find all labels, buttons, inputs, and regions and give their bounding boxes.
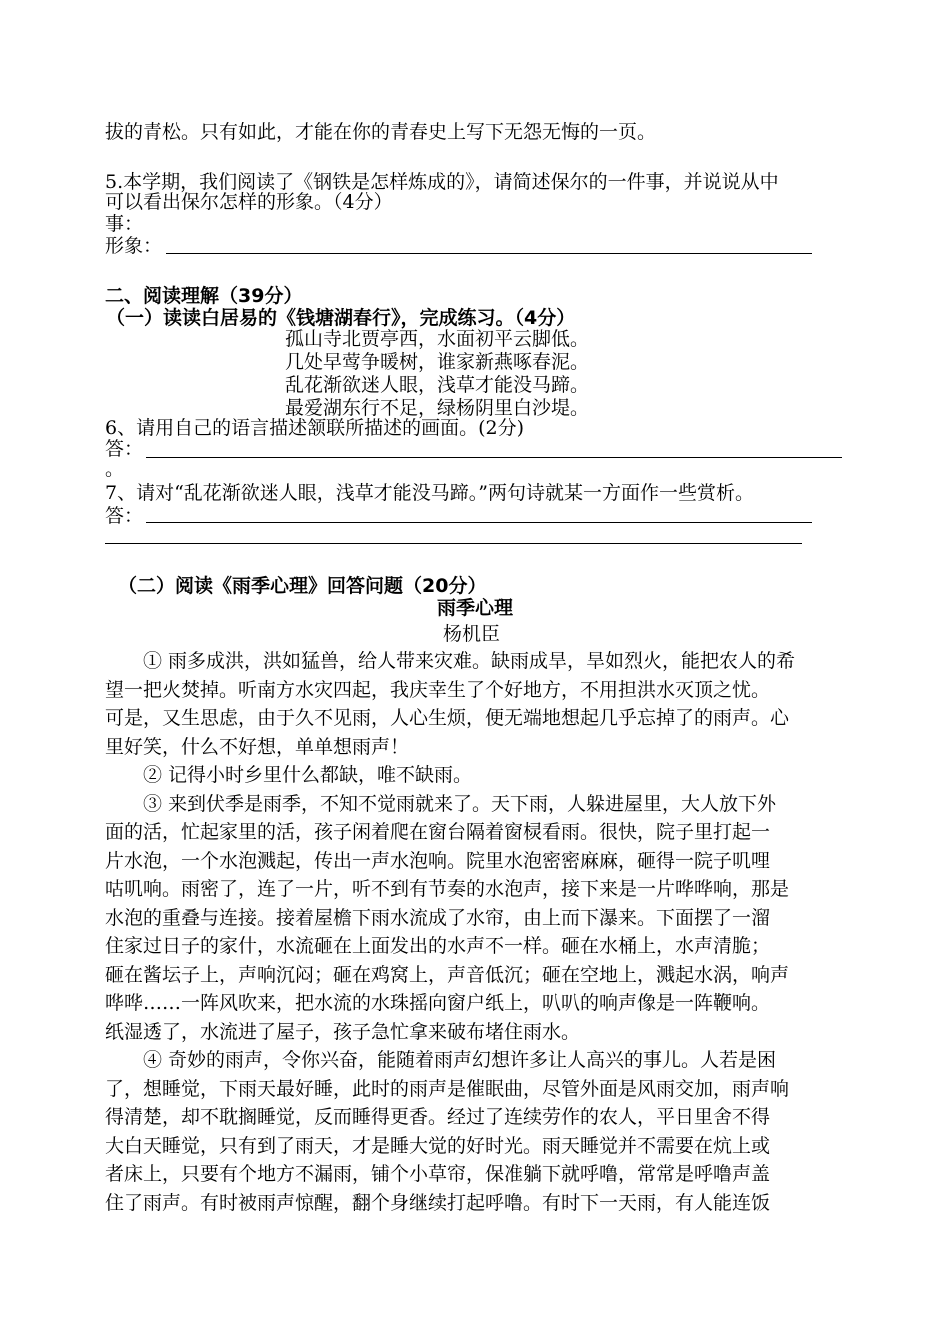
answer-label: 答： [105, 505, 144, 527]
article-line: 里好笑，什么不好想，单单想雨声！ [105, 736, 410, 758]
poem-line: 乱花渐欲迷人眼，浅草才能没马蹄。 [285, 374, 590, 396]
question-7: 7、请对“乱花渐欲迷人眼，浅草才能没马蹄。”两句诗就某一方面作一些赏析。 [105, 482, 755, 504]
article-line: 住了雨声。有时被雨声惊醒，翻个身继续打起呼噜。有时下一天雨，有人能连饭 [105, 1192, 771, 1214]
q6-answer-line[interactable] [146, 457, 842, 458]
event-label: 事： [105, 213, 144, 235]
poem-line: 最爱湖东行不足，绿杨阴里白沙堤。 [285, 397, 590, 419]
q7-answer-line-1[interactable] [146, 522, 812, 523]
image-label: 形象： [105, 235, 163, 257]
question-5-line-2: 可以看出保尔怎样的形象。（4分） [105, 191, 393, 213]
article-line: 望一把火焚掉。听南方水灾四起，我庆幸生了个好地方，不用担洪水灭顶之忧。 [105, 679, 771, 701]
poem-line: 孤山寺北贾亭西，水面初平云脚低。 [285, 328, 590, 350]
section-2-title: 二、阅读理解（39分） [105, 285, 303, 307]
article-line: 住家过日子的家什，水流砸在上面发出的水声不一样。砸在水桶上，水声清脆； [105, 935, 771, 957]
article-line: ④ 奇妙的雨声，令你兴奋，能随着雨声幻想许多让人高兴的事儿。人若是困 [143, 1049, 777, 1071]
question-6: 6、请用自己的语言描述颔联所描述的画面。(2分) [105, 417, 525, 439]
article-line: 水泡的重叠与连接。接着屋檐下雨水流成了水帘，由上而下瀑来。下面摆了一溜 [105, 907, 771, 929]
poem-line: 几处早莺争暖树，谁家新燕啄春泥。 [285, 351, 590, 373]
article-line: 砸在酱坛子上，声响沉闷；砸在鸡窝上，声音低沉；砸在空地上，溅起水涡，响声 [105, 964, 790, 986]
article-line: 了，想睡觉，下雨天最好睡，此时的雨声是催眠曲，尽管外面是风雨交加，雨声响 [105, 1078, 790, 1100]
article-line: 可是，又生思虑，由于久不见雨，人心生烦，便无端地想起几乎忘掉了的雨声。心 [105, 707, 790, 729]
part-2-title: （二）阅读《雨季心理》回答问题（20分） [118, 575, 487, 597]
period-mark: 。 [105, 458, 125, 480]
continuation-line: 拔的青松。只有如此，才能在你的青春史上写下无怨无悔的一页。 [105, 121, 657, 143]
article-line: 咕叽响。雨密了，连了一片，听不到有节奏的水泡声，接下来是一片哗哗响，那是 [105, 878, 790, 900]
article-line: 大白天睡觉，只有到了雨天，才是睡大觉的好时光。雨天睡觉并不需要在炕上或 [105, 1135, 771, 1157]
article-line: 纸湿透了，水流进了屋子，孩子急忙拿来破布堵住雨水。 [105, 1021, 581, 1043]
article-author: 杨机臣 [443, 623, 501, 645]
article-line: ② 记得小时乡里什么都缺，唯不缺雨。 [143, 764, 473, 786]
article-title: 雨季心理 [436, 597, 513, 619]
image-answer-line[interactable] [166, 253, 812, 254]
article-line: 面的活，忙起家里的活，孩子闲着爬在窗台隔着窗棂看雨。很快，院子里打起一 [105, 821, 771, 843]
article-line: 哗哗……一阵风吹来，把水流的水珠摇向窗户纸上，叭叭的响声像是一阵鞭响。 [105, 992, 771, 1014]
article-line: 得清楚，却不耽搁睡觉，反而睡得更香。经过了连续劳作的农人，平日里舍不得 [105, 1106, 771, 1128]
q7-answer-line-2[interactable] [105, 543, 802, 544]
article-line: ③ 来到伏季是雨季，不知不觉雨就来了。天下雨，人躲进屋里，大人放下外 [143, 793, 777, 815]
article-line: 片水泡，一个水泡溅起，传出一声水泡响。院里水泡密密麻麻，砸得一院子叽哩 [105, 850, 771, 872]
question-5-line-1: 5.本学期，我们阅读了《钢铁是怎样炼成的》，请简述保尔的一件事，并说说从中 [105, 171, 779, 193]
part-1-title: （一）读读白居易的《钱塘湖春行》，完成练习。（4分） [106, 307, 576, 329]
answer-label: 答： [105, 438, 144, 460]
article-line: 者床上，只要有个地方不漏雨，铺个小草帘，保准躺下就呼噜，常常是呼噜声盖 [105, 1163, 771, 1185]
article-line: ① 雨多成洪，洪如猛兽，给人带来灾难。缺雨成旱，旱如烈火，能把农人的希 [143, 650, 796, 672]
